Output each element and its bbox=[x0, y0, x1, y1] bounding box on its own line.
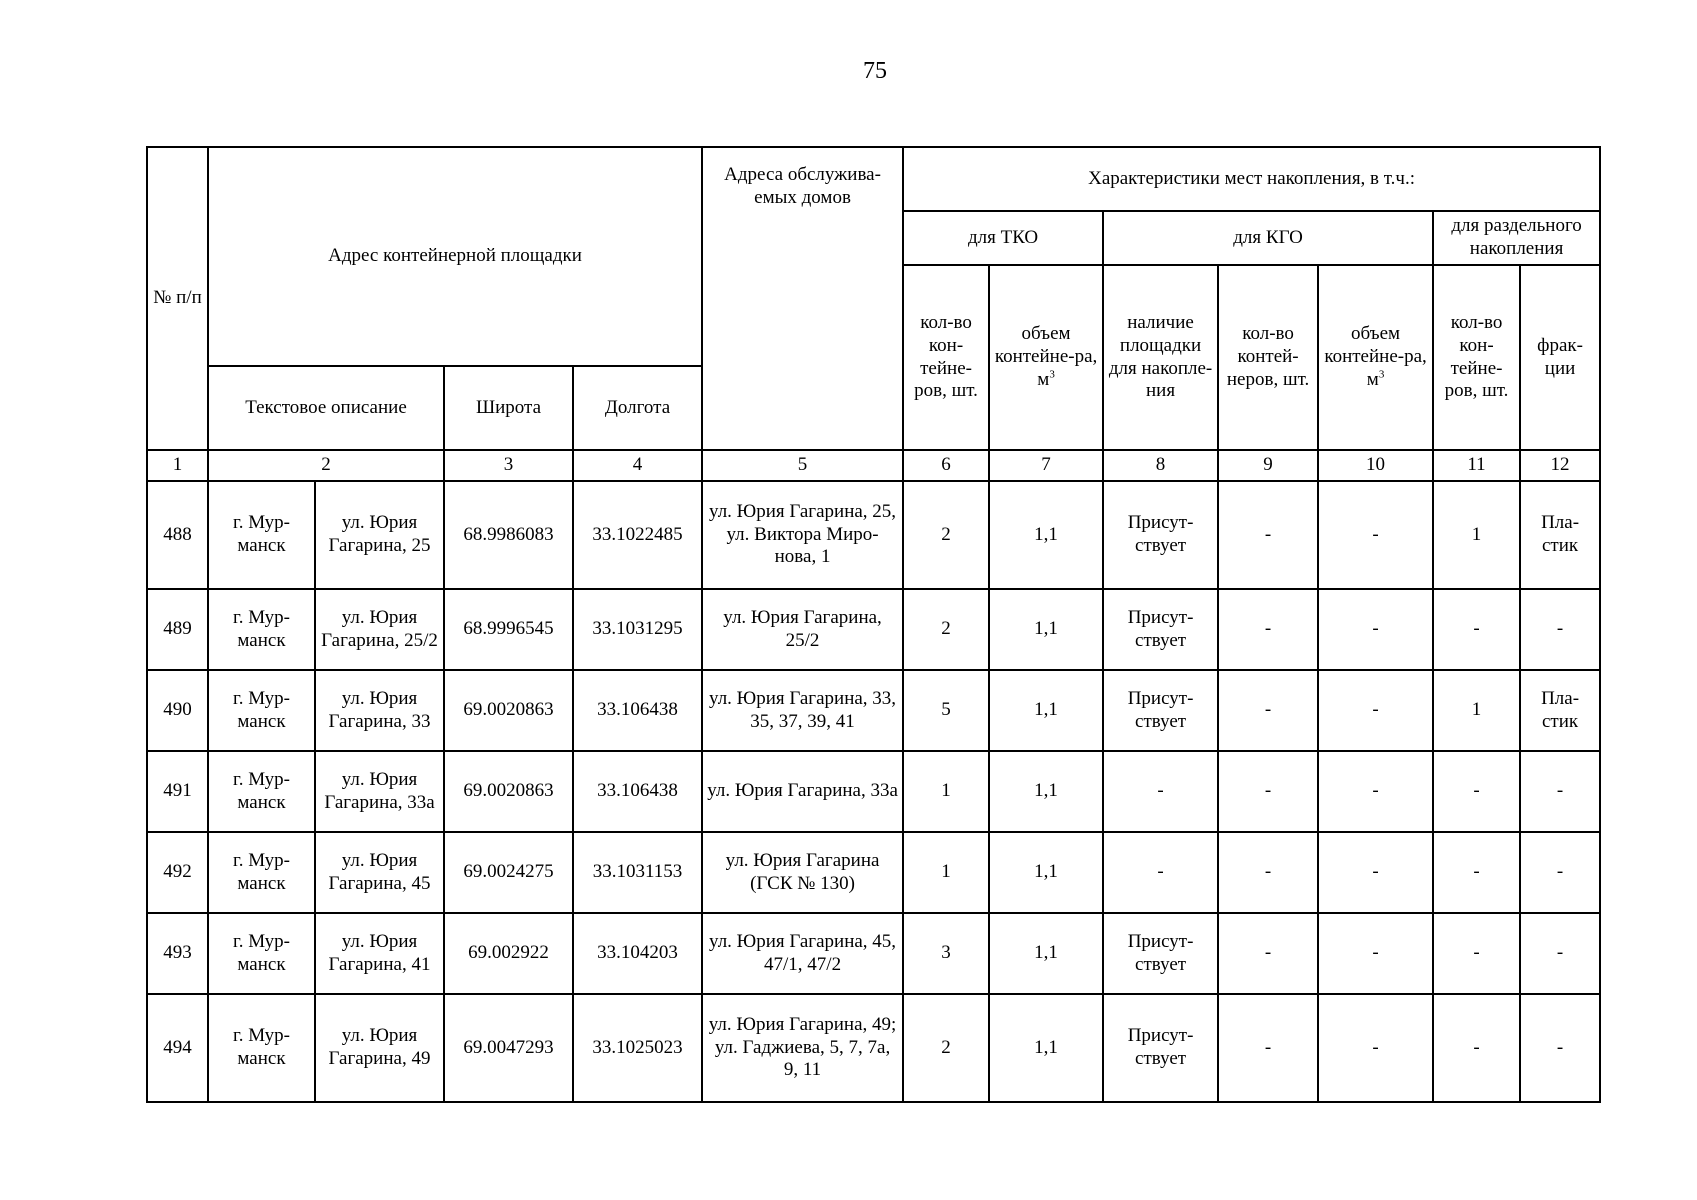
header-kgo-site: наличие площадки для накопле-ния bbox=[1103, 265, 1218, 450]
column-number: 11 bbox=[1433, 450, 1520, 481]
row-street: ул. Юрия Гагарина, 33а bbox=[315, 751, 444, 832]
table-row bbox=[147, 832, 1600, 913]
table-row bbox=[147, 751, 1600, 832]
header-num: № п/п bbox=[147, 147, 208, 450]
header-kgo-volume: объем контейне-ра, $м^3$ bbox=[1318, 265, 1433, 450]
row-kgo-volume: - bbox=[1318, 751, 1433, 832]
table-row bbox=[147, 589, 1600, 670]
row-kgo-site: Присут-ствует bbox=[1103, 589, 1218, 670]
header-sep-fraction: фрак-ции bbox=[1520, 265, 1600, 450]
row-kgo-site: - bbox=[1103, 751, 1218, 832]
row-kgo-count: - bbox=[1218, 589, 1318, 670]
row-longitude: 33.104203 bbox=[573, 913, 702, 994]
row-sep-count: - bbox=[1433, 589, 1520, 670]
row-city: г. Мур-манск bbox=[208, 913, 315, 994]
row-kgo-volume: - bbox=[1318, 994, 1433, 1102]
column-number: 12 bbox=[1520, 450, 1600, 481]
row-tko-count: 2 bbox=[903, 481, 989, 589]
header-sep-count: кол-во кон-тейне-ров, шт. bbox=[1433, 265, 1520, 450]
row-street: ул. Юрия Гагарина, 25/2 bbox=[315, 589, 444, 670]
row-tko-count: 2 bbox=[903, 994, 989, 1102]
row-longitude: 33.106438 bbox=[573, 751, 702, 832]
column-number: 7 bbox=[989, 450, 1103, 481]
row-sep-fraction: - bbox=[1520, 913, 1600, 994]
row-tko-volume: 1,1 bbox=[989, 481, 1103, 589]
row-served: ул. Юрия Гагарина, 25/2 bbox=[702, 589, 903, 670]
column-number: 5 bbox=[702, 450, 903, 481]
row-kgo-count: - bbox=[1218, 751, 1318, 832]
row-sep-fraction: - bbox=[1520, 994, 1600, 1102]
row-served: ул. Юрия Гагарина, 49; ул. Гаджиева, 5, 7, 7а, 9, 11 bbox=[702, 994, 903, 1102]
row-street: ул. Юрия Гагарина, 41 bbox=[315, 913, 444, 994]
row-served: ул. Юрия Гагарина, 33а bbox=[702, 751, 903, 832]
row-latitude: 68.9986083 bbox=[444, 481, 573, 589]
row-kgo-site: Присут-ствует bbox=[1103, 670, 1218, 751]
row-served: ул. Юрия Гагарина (ГСК № 130) bbox=[702, 832, 903, 913]
table-row bbox=[147, 481, 1600, 589]
row-latitude: 69.0024275 bbox=[444, 832, 573, 913]
header-longitude: Долгота bbox=[573, 366, 702, 450]
column-number: 6 bbox=[903, 450, 989, 481]
row-sep-count: - bbox=[1433, 832, 1520, 913]
row-sep-fraction: - bbox=[1520, 589, 1600, 670]
row-kgo-volume: - bbox=[1318, 670, 1433, 751]
header-latitude: Широта bbox=[444, 366, 573, 450]
row-kgo-count: - bbox=[1218, 670, 1318, 751]
column-number: 3 bbox=[444, 450, 573, 481]
row-tko-count: 2 bbox=[903, 589, 989, 670]
row-num: 494 bbox=[147, 994, 208, 1102]
row-latitude: 69.0020863 bbox=[444, 670, 573, 751]
column-number: 4 bbox=[573, 450, 702, 481]
row-city: г. Мур-манск bbox=[208, 751, 315, 832]
row-tko-count: 5 bbox=[903, 670, 989, 751]
row-sep-count: - bbox=[1433, 994, 1520, 1102]
row-longitude: 33.1022485 bbox=[573, 481, 702, 589]
row-kgo-site: Присут-ствует bbox=[1103, 994, 1218, 1102]
row-num: 489 bbox=[147, 589, 208, 670]
row-sep-count: - bbox=[1433, 751, 1520, 832]
table-row bbox=[147, 670, 1600, 751]
row-tko-volume: 1,1 bbox=[989, 670, 1103, 751]
header-tko: для ТКО bbox=[903, 211, 1103, 265]
header-separate: для раздельного накопления bbox=[1433, 211, 1600, 265]
column-number: 10 bbox=[1318, 450, 1433, 481]
row-city: г. Мур-манск bbox=[208, 832, 315, 913]
table-row bbox=[147, 994, 1600, 1102]
header-kgo-count: кол-во контей-неров, шт. bbox=[1218, 265, 1318, 450]
row-city: г. Мур-манск bbox=[208, 670, 315, 751]
row-sep-fraction: - bbox=[1520, 832, 1600, 913]
header-address-group: Адрес контейнерной площадки bbox=[208, 147, 702, 366]
header-tko-count: кол-во кон-тейне-ров, шт. bbox=[903, 265, 989, 450]
row-kgo-volume: - bbox=[1318, 589, 1433, 670]
column-number-row bbox=[147, 450, 1600, 481]
row-sep-count: 1 bbox=[1433, 670, 1520, 751]
table-row bbox=[147, 913, 1600, 994]
header-served-addresses: Адреса обслужива-емых домов bbox=[702, 147, 903, 450]
row-kgo-site: Присут-ствует bbox=[1103, 481, 1218, 589]
row-num: 493 bbox=[147, 913, 208, 994]
row-latitude: 69.002922 bbox=[444, 913, 573, 994]
row-sep-fraction: Пла-стик bbox=[1520, 670, 1600, 751]
row-city: г. Мур-манск bbox=[208, 589, 315, 670]
row-tko-count: 1 bbox=[903, 832, 989, 913]
row-num: 492 bbox=[147, 832, 208, 913]
row-num: 488 bbox=[147, 481, 208, 589]
row-kgo-count: - bbox=[1218, 481, 1318, 589]
row-tko-volume: 1,1 bbox=[989, 994, 1103, 1102]
row-num: 490 bbox=[147, 670, 208, 751]
row-latitude: 69.0047293 bbox=[444, 994, 573, 1102]
row-latitude: 69.0020863 bbox=[444, 751, 573, 832]
page-number: 75 bbox=[863, 58, 887, 84]
column-number: 1 bbox=[147, 450, 208, 481]
row-kgo-volume: - bbox=[1318, 481, 1433, 589]
row-latitude: 68.9996545 bbox=[444, 589, 573, 670]
row-kgo-site: Присут-ствует bbox=[1103, 913, 1218, 994]
row-city: г. Мур-манск bbox=[208, 994, 315, 1102]
header-text-description: Текстовое описание bbox=[208, 366, 444, 450]
row-sep-count: - bbox=[1433, 913, 1520, 994]
row-served: ул. Юрия Гагарина, 45, 47/1, 47/2 bbox=[702, 913, 903, 994]
row-sep-fraction: Пла-стик bbox=[1520, 481, 1600, 589]
row-tko-volume: 1,1 bbox=[989, 832, 1103, 913]
row-kgo-count: - bbox=[1218, 832, 1318, 913]
row-street: ул. Юрия Гагарина, 49 bbox=[315, 994, 444, 1102]
row-street: ул. Юрия Гагарина, 33 bbox=[315, 670, 444, 751]
table-header bbox=[147, 147, 1600, 481]
table-body bbox=[147, 481, 1600, 1102]
row-tko-volume: 1,1 bbox=[989, 913, 1103, 994]
row-longitude: 33.1025023 bbox=[573, 994, 702, 1102]
column-number: 2 bbox=[208, 450, 444, 481]
row-tko-volume: 1,1 bbox=[989, 589, 1103, 670]
row-kgo-count: - bbox=[1218, 994, 1318, 1102]
header-kgo: для КГО bbox=[1103, 211, 1433, 265]
row-city: г. Мур-манск bbox=[208, 481, 315, 589]
row-kgo-volume: - bbox=[1318, 832, 1433, 913]
row-longitude: 33.1031153 bbox=[573, 832, 702, 913]
header-characteristics: Характеристики мест накопления, в т.ч.: bbox=[903, 147, 1600, 211]
row-sep-fraction: - bbox=[1520, 751, 1600, 832]
row-served: ул. Юрия Гагарина, 25, ул. Виктора Миро-нова, 1 bbox=[702, 481, 903, 589]
row-longitude: 33.1031295 bbox=[573, 589, 702, 670]
row-tko-count: 1 bbox=[903, 751, 989, 832]
row-kgo-count: - bbox=[1218, 913, 1318, 994]
column-number: 9 bbox=[1218, 450, 1318, 481]
header-tko-volume: объем контейне-ра, $м^3$ bbox=[989, 265, 1103, 450]
row-longitude: 33.106438 bbox=[573, 670, 702, 751]
row-served: ул. Юрия Гагарина, 33, 35, 37, 39, 41 bbox=[702, 670, 903, 751]
row-sep-count: 1 bbox=[1433, 481, 1520, 589]
row-kgo-site: - bbox=[1103, 832, 1218, 913]
container-sites-table bbox=[146, 146, 1601, 1103]
row-tko-count: 3 bbox=[903, 913, 989, 994]
row-tko-volume: 1,1 bbox=[989, 751, 1103, 832]
column-number: 8 bbox=[1103, 450, 1218, 481]
row-street: ул. Юрия Гагарина, 25 bbox=[315, 481, 444, 589]
row-num: 491 bbox=[147, 751, 208, 832]
row-kgo-volume: - bbox=[1318, 913, 1433, 994]
row-street: ул. Юрия Гагарина, 45 bbox=[315, 832, 444, 913]
